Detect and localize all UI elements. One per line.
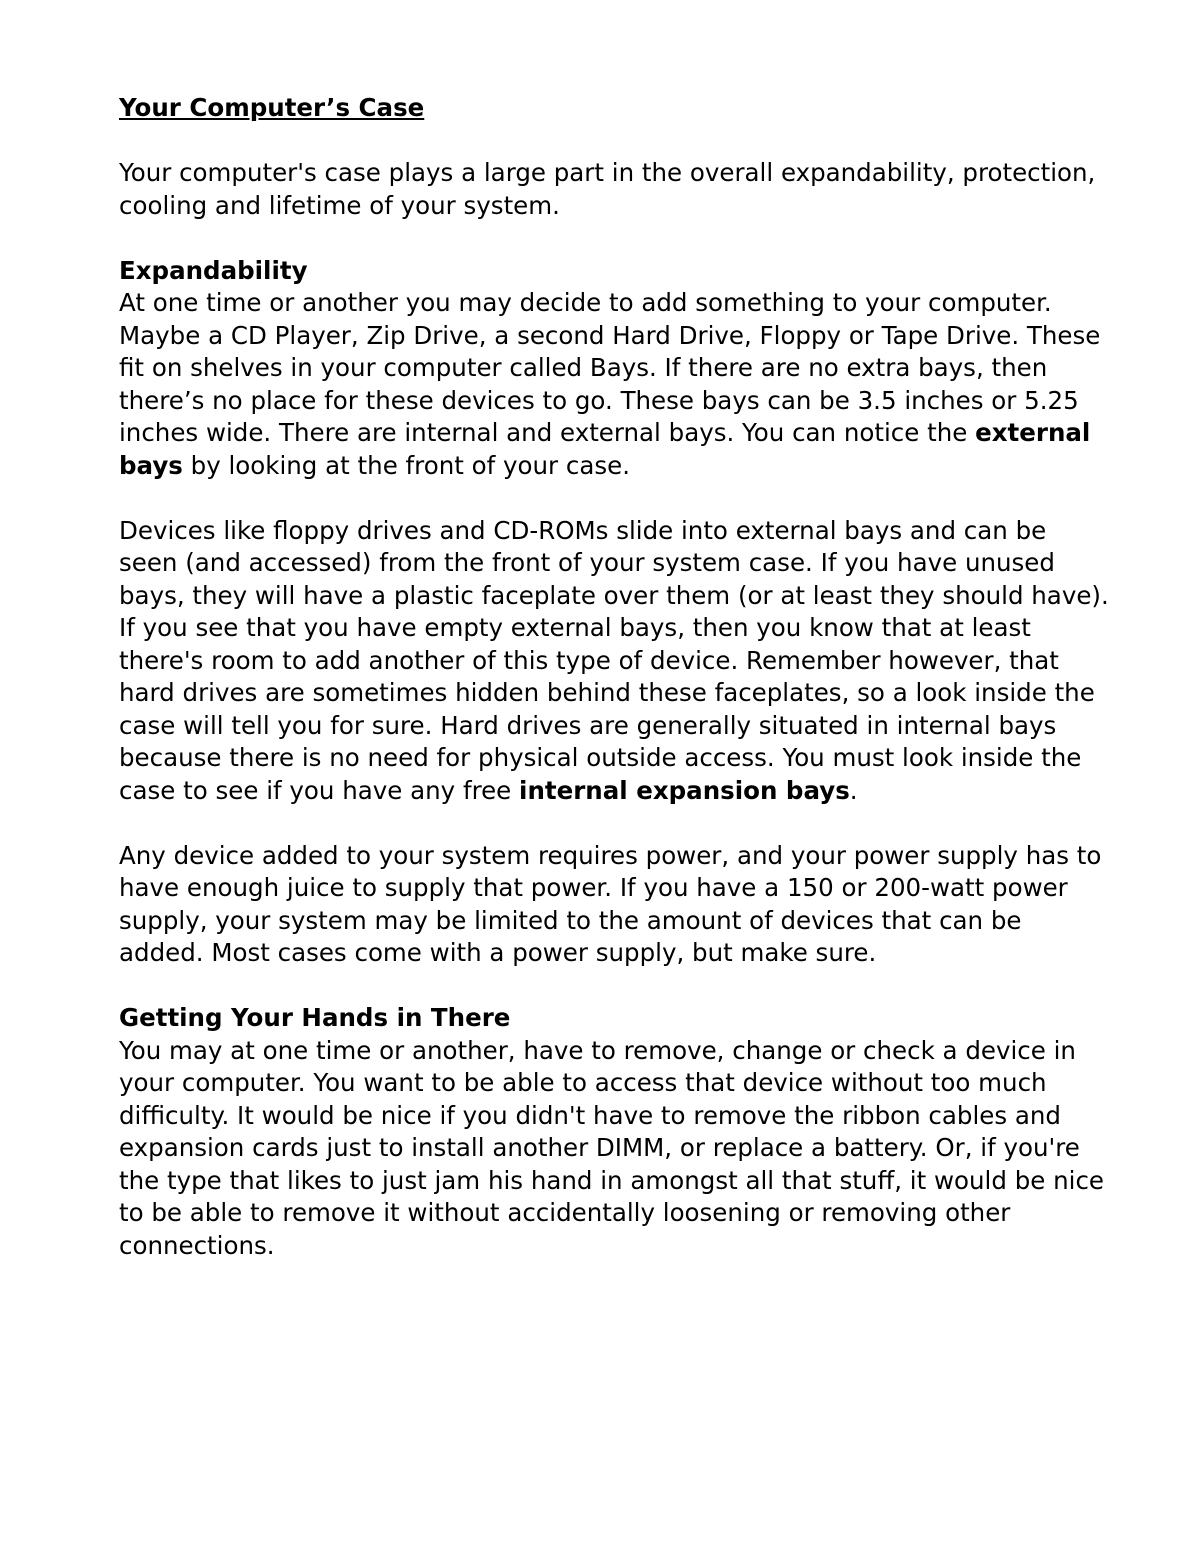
document-title: Your Computer’s Case: [119, 93, 425, 122]
intro-paragraph: Your computer's case plays a large part in the overall expandability, protection, cooling and lifetime of your system.: [119, 158, 1096, 220]
expandability-section: [119, 255, 1109, 483]
internal-expansion-bays-emphasis: internal expansion bays: [519, 775, 850, 805]
document-page: [119, 92, 1109, 1295]
section-heading-expandability: Expandability: [119, 255, 308, 285]
expandability-paragraph-3: Any device added to your system requires power, and your power supply has to have enough juice to supply that power. If you have a 150 or 200-watt power supply, your system may be limited to the amount of devices that can be added. Most cases come with a power supply, but make sure.: [119, 840, 1102, 967]
expandability-p2-text-end: .: [849, 775, 858, 805]
expandability-paragraph-2: [119, 515, 1109, 808]
expandability-p2-text: Devices like floppy drives and CD-ROMs slide into external bays and can be seen (and accessed) from the front of your system case. If you have unused bays, they will have a plastic faceplate over them (or at least they should have). If you see that you have empty external bays, then you know that at least there's room to add another of this type of device. Remember however, that hard drives are sometimes hidden behind these faceplates, so a look inside the case will tell you for sure. Hard drives are generally situated in internal bays because there is no need for physical outside access. You must look inside the case to see if you have any free: [119, 515, 1109, 805]
expandability-p1-text: At one time or another you may decide to add something to your computer. Maybe a CD Player, Zip Drive, a second Hard Drive, Floppy or Tape Drive. These fit on shelves in your computer called Bays. If there are no extra bays, then there’s no place for these devices to go. These bays can be 3.5 inches or 5.25 inches wide. There are internal and external bays. You can notice the: [119, 288, 1101, 447]
hands-p1-text: You may at one time or another, have to remove, change or check a device in your computer. You want to be able to access that device without too much difficulty. It would be nice if you didn't have to remove the ribbon cables and expansion cards just to install another DIMM, or replace a battery. Or, if you're the type that likes to just jam his hand in amongst all that stuff, it would be nice to be able to remove it without accidentally loosening or removing other connections.: [119, 1035, 1104, 1260]
external-bays-emphasis: external bays: [119, 418, 1091, 480]
section-heading-getting-your-hands-in-there: Getting Your Hands in There: [119, 1003, 511, 1032]
expandability-p1-text-end: by looking at the front of your case.: [182, 450, 631, 480]
hands-section: [119, 1002, 1109, 1262]
